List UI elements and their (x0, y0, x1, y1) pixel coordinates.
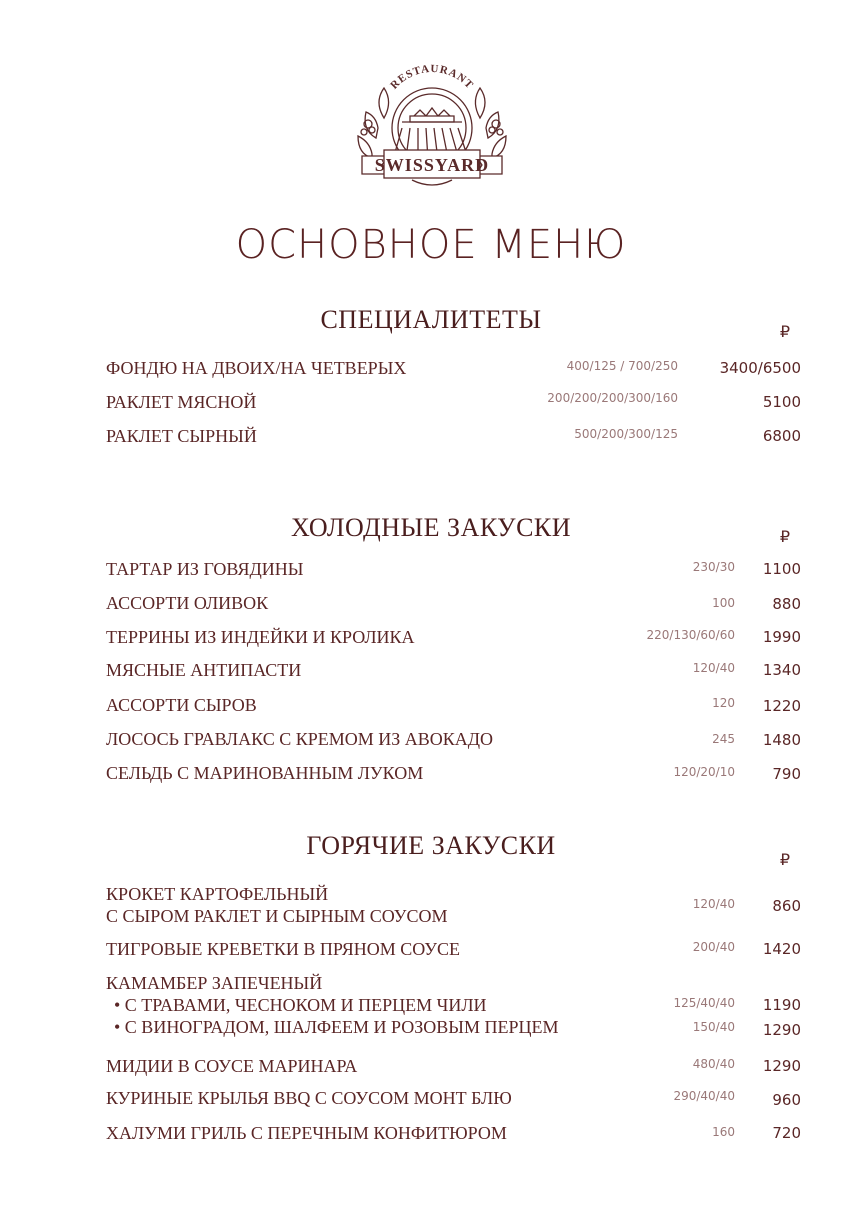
menu-item (0, 728, 862, 752)
item-name: КАМАМБЕР ЗАПЕЧЕНЫЙ (106, 973, 323, 993)
item-name: МИДИИ В СОУСЕ МАРИНАРА (106, 1056, 358, 1076)
item-name: КУРИНЫЕ КРЫЛЬЯ BBQ С СОУСОМ МОНТ БЛЮ (106, 1088, 512, 1108)
item-price: 1220 (762, 697, 801, 715)
item-name: ФОНДЮ НА ДВОИХ/НА ЧЕТВЕРЫХ (106, 358, 407, 378)
item-price: 1420 (762, 940, 801, 958)
item-weight: 120 (712, 696, 735, 710)
item-weight: 500/200/300/125 (574, 427, 678, 441)
svg-text:RESTAURANT (388, 63, 476, 92)
currency-symbol: ₽ (779, 322, 791, 341)
item-name: КРОКЕТ КАРТОФЕЛЬНЫЙ (106, 884, 329, 904)
menu-item (0, 659, 862, 683)
item-weight: 200/200/200/300/160 (547, 391, 678, 405)
menu-item (0, 762, 862, 786)
item-option-price: 1190 (762, 996, 801, 1014)
item-price: 790 (772, 765, 801, 783)
item-name: ЛОСОСЬ ГРАВЛАКС С КРЕМОМ ИЗ АВОКАДО (106, 729, 494, 749)
item-option-weight: 125/40/40 (673, 996, 735, 1010)
menu-item (0, 883, 862, 929)
menu-item (0, 694, 862, 718)
item-price: 1340 (762, 661, 801, 679)
item-price: 1990 (762, 628, 801, 646)
item-weight: 230/30 (692, 560, 735, 574)
section-title-specialties: СПЕЦИАЛИТЕТЫ (320, 305, 542, 334)
item-name: РАКЛЕТ СЫРНЫЙ (106, 426, 257, 446)
menu-item (0, 938, 862, 962)
logo-top-text: RESTAURANT (388, 62, 476, 92)
item-name: РАКЛЕТ МЯСНОЙ (106, 392, 257, 412)
item-price: 6800 (762, 427, 801, 445)
page-title: ОСНОВНОЕ МЕНЮ (235, 222, 627, 268)
menu-item (0, 972, 862, 1042)
logo-brand: SWISSYARD (374, 155, 490, 175)
currency-symbol: ₽ (779, 527, 791, 546)
item-price: 720 (772, 1124, 801, 1142)
item-option-price: 1290 (762, 1021, 801, 1039)
menu-item (0, 558, 862, 582)
item-weight: 480/40 (692, 1057, 735, 1071)
item-price: 5100 (762, 393, 801, 411)
section-title-hot-starters: ГОРЯЧИЕ ЗАКУСКИ (306, 831, 556, 860)
item-name: ТАРТАР ИЗ ГОВЯДИНЫ (106, 559, 304, 579)
menu-item (0, 1122, 862, 1146)
item-name: АССОРТИ ОЛИВОК (106, 593, 269, 613)
item-name: СЕЛЬДЬ С МАРИНОВАННЫМ ЛУКОМ (106, 763, 424, 783)
item-option-weight: 150/40 (692, 1020, 735, 1034)
item-weight: 100 (712, 596, 735, 610)
item-option-name: • С ТРАВАМИ, ЧЕСНОКОМ И ПЕРЦЕМ ЧИЛИ (114, 995, 487, 1015)
item-weight: 160 (712, 1125, 735, 1139)
restaurant-logo (354, 58, 510, 198)
item-weight: 400/125 / 700/250 (566, 359, 678, 373)
item-weight: 245 (712, 732, 735, 746)
item-weight: 120/20/10 (673, 765, 735, 779)
menu-item (0, 1087, 862, 1111)
item-weight: 120/40 (692, 897, 735, 911)
menu-item (0, 425, 862, 449)
currency-symbol: ₽ (779, 850, 791, 869)
item-name: МЯСНЫЕ АНТИПАСТИ (106, 660, 302, 680)
item-name: ТИГРОВЫЕ КРЕВЕТКИ В ПРЯНОМ СОУСЕ (106, 939, 460, 959)
menu-item (0, 391, 862, 415)
item-price: 1290 (762, 1057, 801, 1075)
menu-item (0, 626, 862, 650)
item-name: ХАЛУМИ ГРИЛЬ С ПЕРЕЧНЫМ КОНФИТЮРОМ (106, 1123, 507, 1143)
section-title-cold-starters: ХОЛОДНЫЕ ЗАКУСКИ (290, 513, 572, 542)
item-price: 960 (772, 1091, 801, 1109)
item-weight: 200/40 (692, 940, 735, 954)
item-name: АССОРТИ СЫРОВ (106, 695, 257, 715)
item-price: 860 (772, 897, 801, 915)
item-name: ТЕРРИНЫ ИЗ ИНДЕЙКИ И КРОЛИКА (106, 627, 415, 647)
item-weight: 120/40 (692, 661, 735, 675)
menu-item (0, 1055, 862, 1079)
item-price: 1100 (762, 560, 801, 578)
item-option-name: • С ВИНОГРАДОМ, ШАЛФЕЕМ И РОЗОВЫМ ПЕРЦЕМ (114, 1017, 559, 1037)
item-name-line2: С СЫРОМ РАКЛЕТ И СЫРНЫМ СОУСОМ (106, 906, 448, 926)
item-weight: 220/130/60/60 (646, 628, 735, 642)
item-price: 3400/6500 (719, 359, 801, 377)
item-weight: 290/40/40 (673, 1089, 735, 1103)
item-price: 880 (772, 595, 801, 613)
item-price: 1480 (762, 731, 801, 749)
menu-item (0, 357, 862, 381)
menu-item (0, 592, 862, 616)
